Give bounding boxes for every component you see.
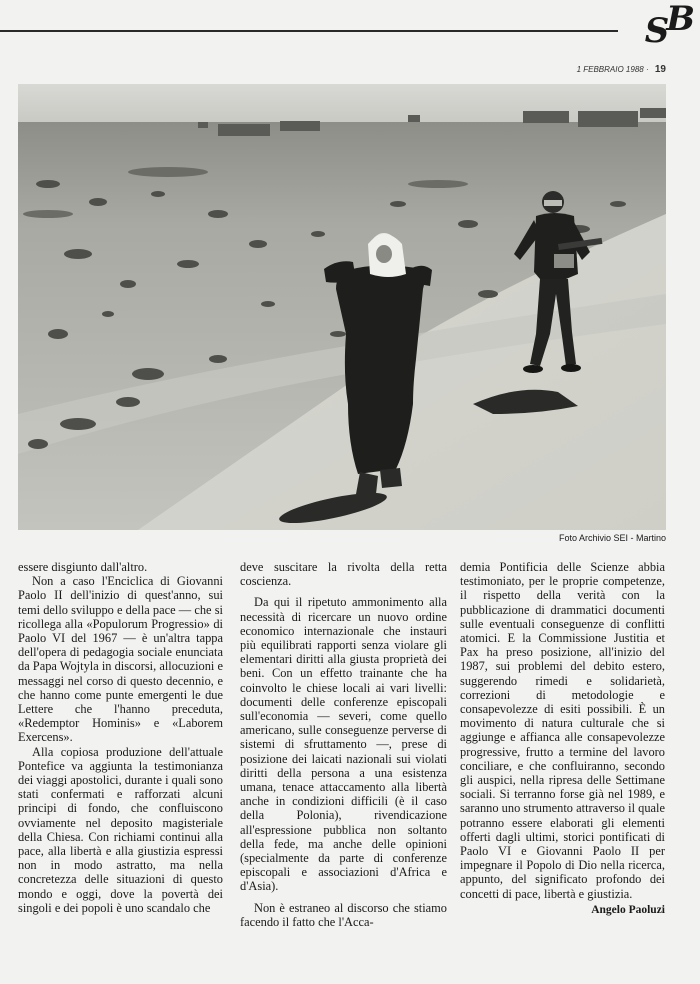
page-folio (577, 64, 666, 75)
desert-road-photo (18, 84, 666, 530)
paragraph: Alla copiosa produzione dell'attuale Pontefice va aggiunta la testimonianza dei viaggi apostolici, durante i quali sono stati confermati e rafforzati alcuni principi di fondo, che confluiscono ovviamente nel deposito magisteriale della Chiesa. Con richiami continui alla pace, alla libertà e alla giustizia espressi non in modo astratto, ma nella concretezza delle situazioni di questo mondo e oggi, dove la povertà dei singoli e dei popoli è uno scandalo che (18, 744, 223, 915)
author-signature: Angelo Paoluzi (591, 903, 665, 916)
photo-credit: Foto Archivio SEI - Martino (558, 533, 666, 543)
paragraph: Non a caso l'Enciclica di Giovanni Paolo II dell'inizio di quest'anno, sui temi dello sviluppo e della pace — che si ricollega alla «Populorum Progressio» di Paolo VI del 1967 — è un'altra tappa dell'opera di pedagogia sociale enunciata da Papa Wojtyla in discorsi, allocuzioni e messaggi nel corso di questo decennio, e che hanno come punte emergenti le due Lettere che l'hanno preceduta, «Redemptor Hominis» e «Laborem Exercens». (18, 574, 223, 745)
paragraph: deve suscitare la rivolta della retta coscienza. (240, 560, 447, 589)
magazine-logo: SB (644, 0, 692, 51)
paragraph: demia Pontificia delle Scienze abbia testimoniato, per le proprie competenze, il rispetto della verità con la pubblicazione di drammatici documenti sulle eventuali conseguenze di conflitti atomici. E la Commissione Justitia et Pax ha preso posizione, all'inizio del 1987, sui problemi del debito estero, suggerendo rimedi e solidarietà, correzioni di metodologie e consapevolezze di esiti possibili. È un movimento di natura culturale che si aggiunge e affianca alle consapevolezze progressive, frutto a termine del lavoro conciliare, e che confluiranno, secondo gli auspici, nella ripresa delle Settimane sociali. Si terranno forse già nel 1989, e saranno uno strumento attraverso il quale potranno essere elaborati gli elementi offerti dagli ultimi, storici pontificati di Paolo VI e Giovanni Paolo II per impegnare il Popolo di Dio nella ricerca, appunto, del significato profondo dei concetti di pace, libertà e giustizia. (460, 560, 665, 901)
paragraph: Da qui il ripetuto ammonimento alla necessità di ricercare un nuovo ordine economico internazionale che instauri più equilibrati rapporti senza violare gli elementari diritti alla giusta proprietà dei beni. Con un effetto trainante che ha coinvolto le chiese locali ai vari livelli: documenti delle conferenze episcopali sull'economia — severi, come quello americano, sulle conseguenze perverse di sistemi di sfruttamento —, prese di posizione dei laicati nazionali sui violati diritti della persona a una esistenza umana, tenace attaccamento alla libertà anche in condizioni difficili (è il caso della Polonia), rivendicazione all'espressione pubblica non soltanto della fede, ma anche delle opinioni (specialmente da parte di conferenze episcopali e associazioni d'Africa e d'Asia). (240, 595, 447, 894)
article-photo (18, 84, 666, 530)
article-column-2 (240, 560, 447, 929)
article-column-1 (18, 560, 223, 915)
header-rule (0, 30, 618, 32)
paragraph: essere disgiunto dall'altro. (18, 560, 148, 574)
issue-date: 1 FEBBRAIO 1988 (576, 65, 644, 74)
paragraph: Non è estraneo al discorso che stiamo facendo il fatto che l'Acca- (240, 900, 447, 929)
folio-separator: · (645, 65, 649, 74)
page-number: 19 (654, 64, 666, 75)
article-column-3 (460, 560, 665, 917)
